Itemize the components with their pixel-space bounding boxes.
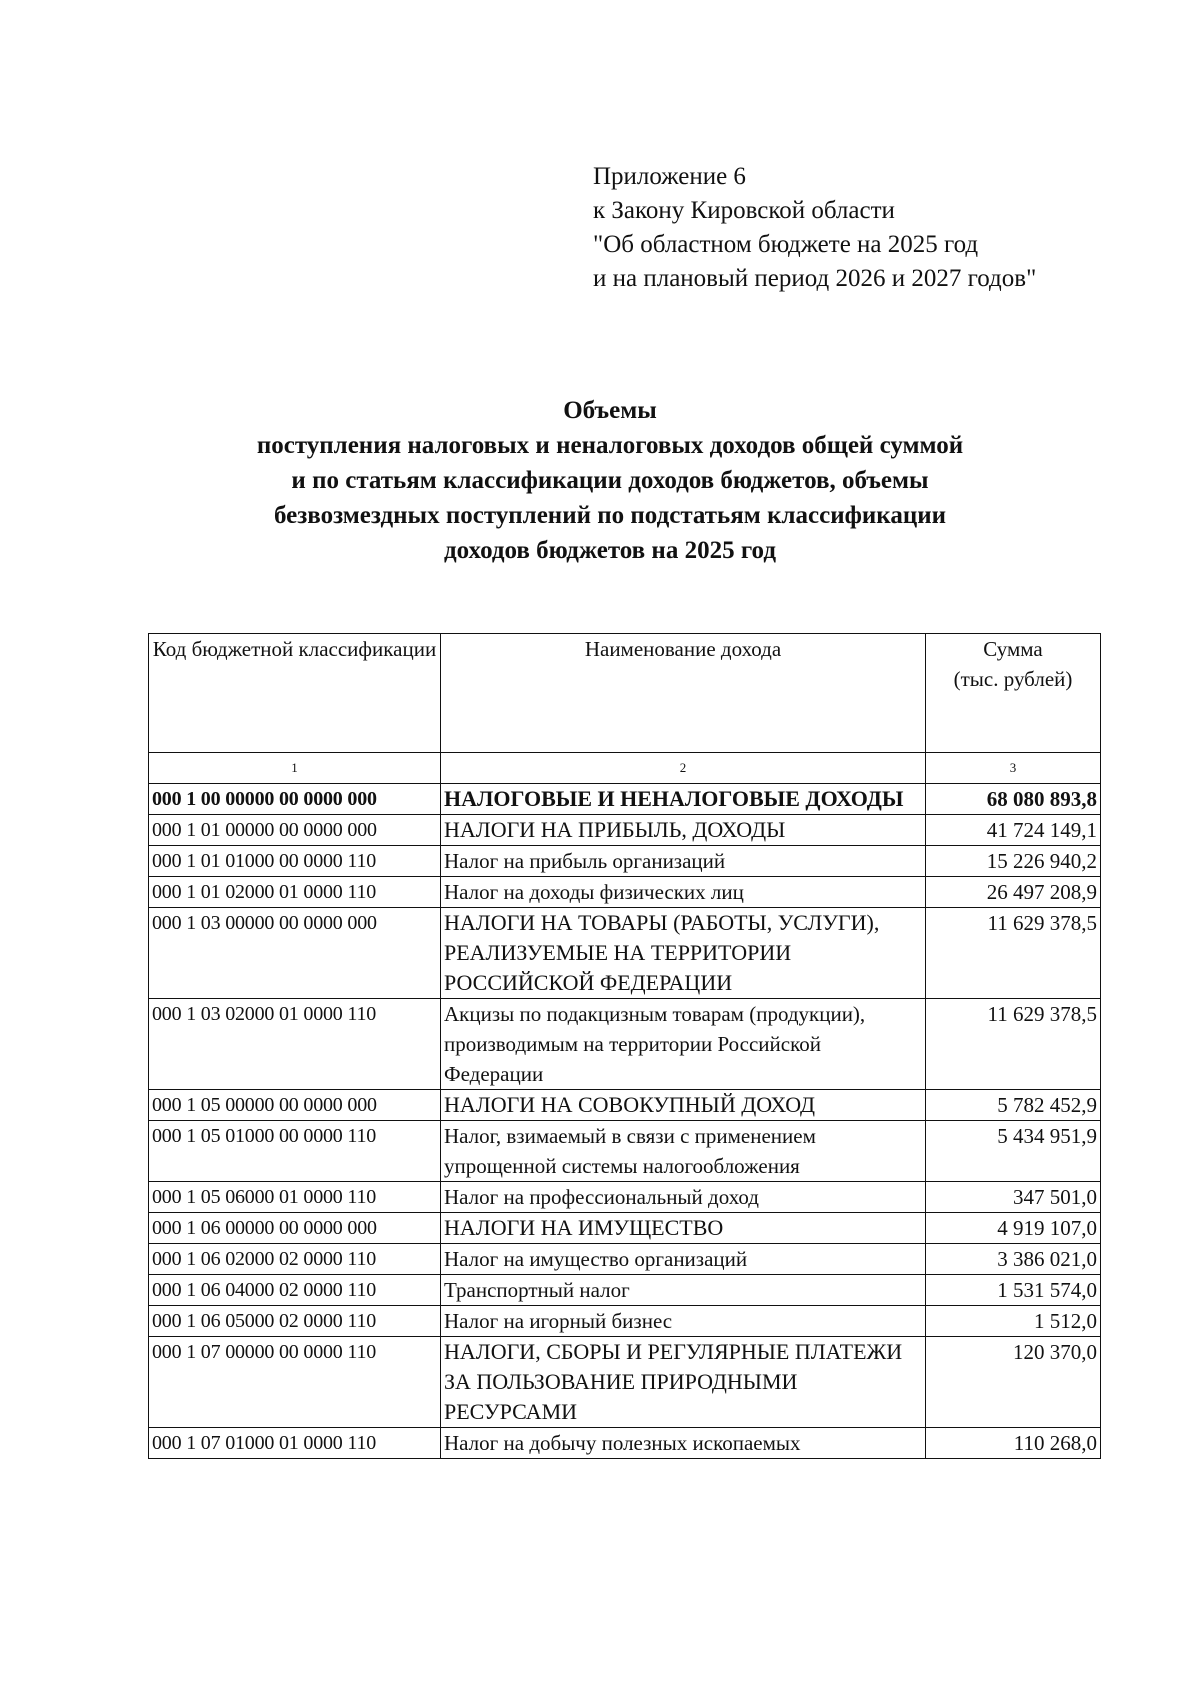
row-sum: 347 501,0 [926,1182,1101,1213]
table-row [149,846,1101,877]
row-code: 000 1 07 00000 00 0000 110 [149,1337,441,1428]
annex-line: Приложение 6 [593,163,746,190]
row-code: 000 1 01 01000 00 0000 110 [149,846,441,877]
row-sum: 68 080 893,8 [926,784,1101,815]
table-row [149,1121,1101,1182]
row-code: 000 1 06 05000 02 0000 110 [149,1306,441,1337]
column-number-row [149,753,1101,784]
row-code: 000 1 03 02000 01 0000 110 [149,999,441,1090]
table-row [149,1244,1101,1275]
row-name: Транспортный налог [441,1275,926,1306]
annex-line: и на плановый период 2026 и 2027 годов" [593,265,1037,292]
column-number: 2 [441,753,926,784]
table-row [149,784,1101,815]
row-name: НАЛОГОВЫЕ И НЕНАЛОГОВЫЕ ДОХОДЫ [441,784,926,815]
row-sum: 15 226 940,2 [926,846,1101,877]
row-sum: 11 629 378,5 [926,999,1101,1090]
header-sum-unit: (тыс. рублей) [953,667,1073,691]
table-row [149,1337,1101,1428]
title-line: доходов бюджетов на 2025 год [444,537,776,564]
row-sum: 120 370,0 [926,1337,1101,1428]
row-name: Налог на прибыль организаций [441,846,926,877]
row-code: 000 1 06 04000 02 0000 110 [149,1275,441,1306]
title-line: поступления налоговых и неналоговых доходов общей суммой [256,432,964,459]
row-code: 000 1 03 00000 00 0000 000 [149,908,441,999]
table-row [149,999,1101,1090]
row-name: НАЛОГИ НА ПРИБЫЛЬ, ДОХОДЫ [441,815,926,846]
row-name: НАЛОГИ НА ТОВАРЫ (РАБОТЫ, УСЛУГИ), РЕАЛИЗУЕМЫЕ НА ТЕРРИТОРИИ РОССИЙСКОЙ ФЕДЕРАЦИИ [441,908,926,999]
table-row [149,1306,1101,1337]
row-sum: 26 497 208,9 [926,877,1101,908]
row-code: 000 1 06 00000 00 0000 000 [149,1213,441,1244]
document-title [140,393,1080,568]
title-line: Объемы [563,397,657,424]
row-name: Налог на профессиональный доход [441,1182,926,1213]
row-name: Налог на добычу полезных ископаемых [441,1428,926,1459]
row-code: 000 1 00 00000 00 0000 000 [149,784,441,815]
title-line: и по статьям классификации доходов бюджетов, объемы [291,467,929,494]
header-sum [926,634,1101,753]
row-code: 000 1 07 01000 01 0000 110 [149,1428,441,1459]
row-sum: 11 629 378,5 [926,908,1101,999]
annex-header [593,160,1036,296]
header-name: Наименование дохода [441,634,926,753]
title-line: безвозмездных поступлений по подстатьям классификации [273,502,947,529]
header-code: Код бюджетной классификации [149,634,441,753]
annex-line: "Об областном бюджете на 2025 год [593,231,979,258]
row-code: 000 1 06 02000 02 0000 110 [149,1244,441,1275]
column-number: 3 [926,753,1101,784]
row-sum: 5 434 951,9 [926,1121,1101,1182]
row-name: Акцизы по подакцизным товарам (продукции), производимым на территории Российской Федерации [441,999,926,1090]
row-sum: 1 531 574,0 [926,1275,1101,1306]
row-name: Налог, взимаемый в связи с применением упрощенной системы налогообложения [441,1121,926,1182]
row-name: НАЛОГИ НА ИМУЩЕСТВО [441,1213,926,1244]
row-sum: 4 919 107,0 [926,1213,1101,1244]
table-row [149,1213,1101,1244]
row-name: Налог на имущество организаций [441,1244,926,1275]
table-row [149,877,1101,908]
annex-line: к Закону Кировской области [593,197,895,224]
table-row [149,1090,1101,1121]
row-code: 000 1 01 02000 01 0000 110 [149,877,441,908]
row-sum: 1 512,0 [926,1306,1101,1337]
table-row [149,908,1101,999]
row-code: 000 1 05 00000 00 0000 000 [149,1090,441,1121]
row-sum: 3 386 021,0 [926,1244,1101,1275]
row-code: 000 1 05 06000 01 0000 110 [149,1182,441,1213]
row-sum: 110 268,0 [926,1428,1101,1459]
row-code: 000 1 01 00000 00 0000 000 [149,815,441,846]
column-number: 1 [149,753,441,784]
row-code: 000 1 05 01000 00 0000 110 [149,1121,441,1182]
row-name: НАЛОГИ, СБОРЫ И РЕГУЛЯРНЫЕ ПЛАТЕЖИ ЗА ПОЛЬЗОВАНИЕ ПРИРОДНЫМИ РЕСУРСАМИ [441,1337,926,1428]
table-header-row [149,634,1101,753]
table-row [149,1182,1101,1213]
header-sum-title: Сумма [983,637,1043,661]
table-row [149,1428,1101,1459]
row-name: НАЛОГИ НА СОВОКУПНЫЙ ДОХОД [441,1090,926,1121]
row-name: Налог на игорный бизнес [441,1306,926,1337]
table-row [149,815,1101,846]
row-sum: 41 724 149,1 [926,815,1101,846]
row-sum: 5 782 452,9 [926,1090,1101,1121]
income-table [148,633,1101,1459]
table-row [149,1275,1101,1306]
row-name: Налог на доходы физических лиц [441,877,926,908]
